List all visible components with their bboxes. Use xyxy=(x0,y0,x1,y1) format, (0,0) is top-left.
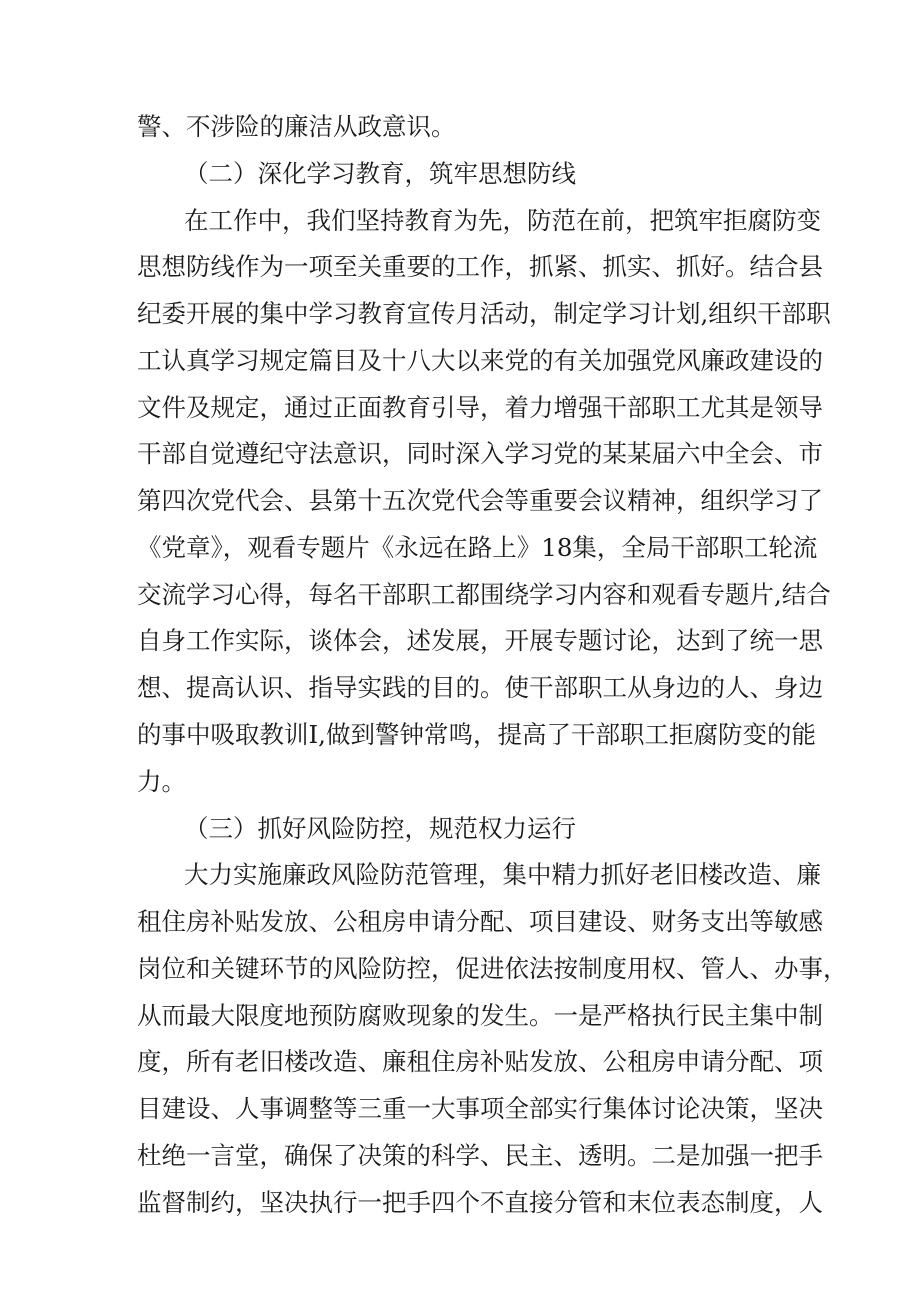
paragraph-line: 纪委开展的集中学习教育宣传月活动，制定学习计划,组织干部职 xyxy=(137,299,831,328)
paragraph-line: 在工作中，我们坚持教育为先，防范在前，把筑牢拒腐防变 xyxy=(184,206,821,235)
paragraph-line: 目建设、人事调整等三重一大事项全部实行集体讨论决策，坚决 xyxy=(137,1094,823,1123)
section-heading-2: （二）深化学习教育，筑牢思想防线 xyxy=(184,159,576,188)
paragraph-line: 工认真学习规定篇目及十八大以来党的有关加强党风廉政建设的 xyxy=(137,346,823,375)
paragraph-line: 警、不涉险的廉洁从政意识。 xyxy=(137,112,456,141)
paragraph-line: 大力实施廉政风险防范管理，集中精力抓好老旧楼改造、廉 xyxy=(184,860,821,889)
paragraph-line: 思想防线作为一项至关重要的工作，抓紧、抓实、抓好。结合县 xyxy=(137,252,823,281)
paragraph-line: 交流学习心得，每名干部职工都围绕学习内容和观看专题片,结合 xyxy=(137,580,831,609)
paragraph-line: 监督制约，坚决执行一把手四个不直接分管和末位表态制度，人 xyxy=(137,1188,823,1217)
paragraph-line: 租住房补贴发放、公租房申请分配、项目建设、财务支出等敏感 xyxy=(137,907,823,936)
paragraph-line: 第四次党代会、县第十五次党代会等重要会议精神，组织学习了 xyxy=(137,486,823,515)
paragraph-line: 力。 xyxy=(137,767,186,796)
paragraph-line: 想、提高认识、指导实践的目的。使干部职工从身边的人、身边 xyxy=(137,673,823,702)
paragraph-line: 杜绝一言堂，确保了决策的科学、民主、透明。二是加强一把手 xyxy=(137,1141,823,1170)
paragraph-line: 的事中吸取教训I,做到警钟常鸣，提高了干部职工拒腐防变的能 xyxy=(137,720,816,749)
paragraph-line: 自身工作实际，谈体会，述发展，开展专题讨论，达到了统一思 xyxy=(137,626,823,655)
paragraph-line: 度，所有老旧楼改造、廉租住房补贴发放、公租房申请分配、项 xyxy=(137,1047,823,1076)
paragraph-line: 从而最大限度地预防腐败现象的发生。一是严格执行民主集中制 xyxy=(137,1001,823,1030)
paragraph-line: 干部自觉遵纪守法意识，同时深入学习党的某某届六中全会、市 xyxy=(137,439,823,468)
paragraph-line: 岗位和关键环节的风险防控，促进依法按制度用权、管人、办事， xyxy=(137,954,848,983)
paragraph-line: 《党章》，观看专题片《永远在路上》18集，全局干部职工轮流 xyxy=(137,533,818,562)
section-heading-3: （三）抓好风险防控，规范权力运行 xyxy=(184,814,576,843)
paragraph-line: 文件及规定，通过正面教育引导，着力增强干部职工尤其是领导 xyxy=(137,393,823,422)
